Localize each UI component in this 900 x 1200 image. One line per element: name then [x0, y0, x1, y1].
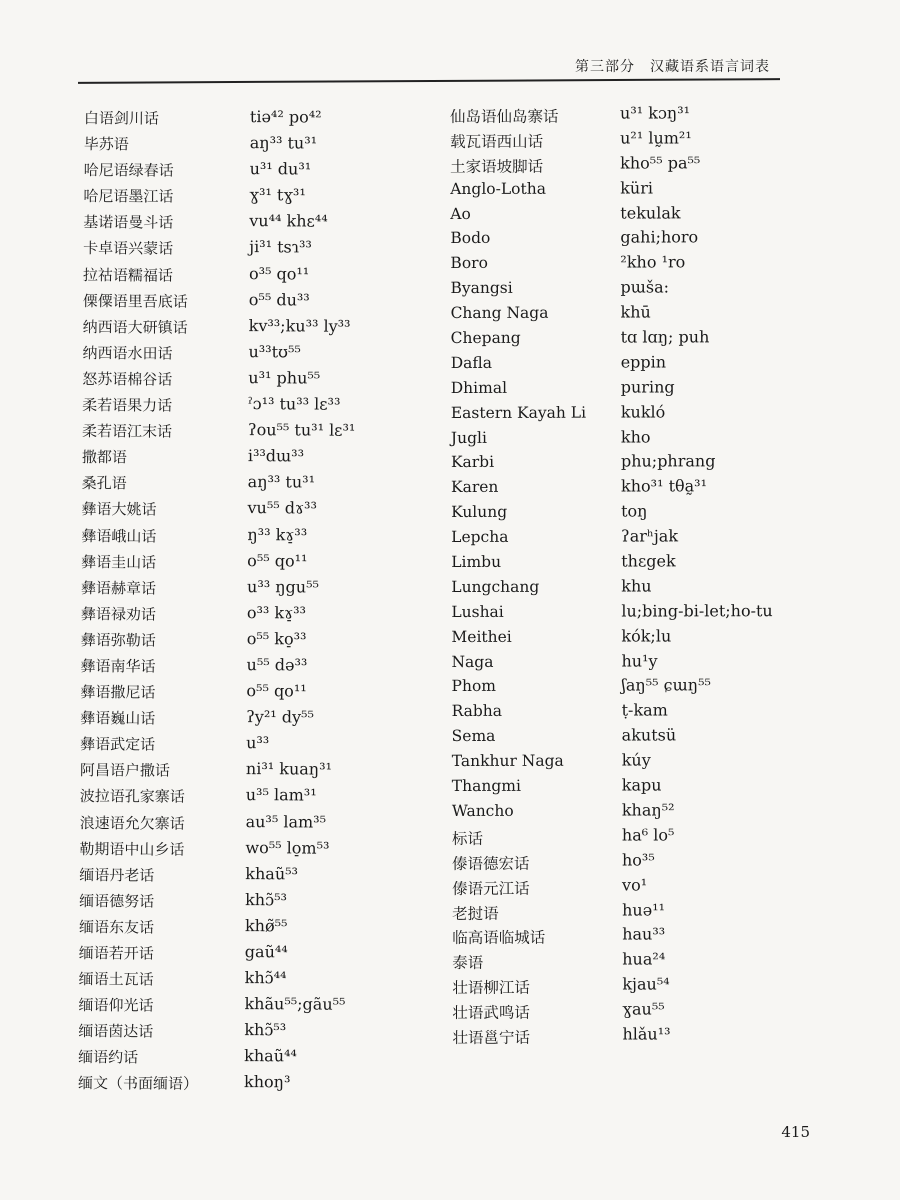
word-form: ha⁶ lo⁵ [621, 825, 675, 845]
word-form: khɔ̃⁵³ [245, 889, 288, 910]
language-name: Limbu [451, 552, 502, 572]
language-name: 傈僳语里吾底话 [82, 291, 188, 311]
language-name: 柔若语江末话 [81, 422, 173, 441]
word-form: phu;phrang [620, 451, 716, 472]
word-entry [451, 376, 791, 402]
language-name: 怒苏语棉谷话 [82, 370, 173, 389]
word-entry [62, 1044, 422, 1072]
language-name: 纳西语大研镇话 [82, 317, 188, 337]
word-entry [65, 522, 425, 550]
word-form: khɔ̃⁵³ [244, 1020, 287, 1040]
word-form: ŋ³³ kɤ̠³³ [247, 524, 308, 544]
word-form: kukló [620, 402, 666, 422]
word-entry [66, 444, 426, 472]
language-name: Naga [451, 652, 494, 671]
word-form: o⁵⁵ qo¹¹ [247, 550, 308, 571]
word-entry [64, 653, 424, 681]
right-word-list [450, 102, 792, 1049]
language-name: 缅语约话 [78, 1048, 139, 1067]
language-name: Thangmi [451, 776, 521, 796]
word-entry [450, 202, 790, 228]
word-form: khaŋ⁵² [621, 800, 675, 820]
word-entry [67, 183, 427, 211]
word-form: kapu [621, 775, 662, 795]
word-form: ho³⁵ [621, 850, 655, 870]
word-entry [65, 549, 425, 577]
word-entry [452, 899, 792, 925]
word-form: ni³¹ kuaŋ³¹ [245, 759, 333, 779]
word-entry [67, 235, 427, 263]
language-name: Karbi [450, 453, 495, 472]
word-form: u³¹ du³¹ [249, 159, 312, 179]
language-name: 彝语赫章话 [80, 578, 157, 598]
language-name: Anglo-Lotha [450, 179, 546, 198]
word-form: au³⁵ lam³⁵ [245, 811, 327, 832]
word-form: u³⁵ lam³¹ [245, 785, 317, 805]
word-form: ʔou⁵⁵ tu³¹ lɛ³¹ [247, 420, 356, 440]
language-name: Wancho [451, 801, 514, 820]
word-form: aŋ³³ tu³¹ [249, 133, 318, 153]
language-name: Rabha [451, 702, 503, 721]
word-form: vu⁵⁵ dɤ³³ [247, 498, 317, 518]
word-entry [68, 131, 428, 159]
word-form: ṭ-kam [621, 700, 668, 720]
language-name: 彝语武定话 [80, 735, 156, 754]
word-entry [66, 366, 426, 394]
language-name: Jugli [450, 428, 487, 447]
word-entry [64, 731, 424, 759]
word-form: i³³dɯ³³ [247, 446, 305, 466]
word-form: eppin [620, 352, 667, 372]
word-entry [66, 340, 426, 368]
language-name: 彝语大姚话 [81, 500, 157, 519]
word-entry [64, 810, 424, 838]
page-number: 415 [781, 1123, 810, 1141]
language-name: Bodo [450, 229, 491, 248]
language-name: 波拉语孔家寨话 [79, 787, 185, 807]
language-name: Meithei [451, 627, 512, 646]
word-entry [452, 948, 792, 974]
language-name: Karen [450, 478, 499, 497]
word-form: hau³³ [622, 924, 666, 944]
language-name: Chang Naga [450, 303, 549, 323]
word-form: vu⁴⁴ khɛ⁴⁴ [249, 211, 328, 231]
word-form: vo¹ [622, 875, 648, 895]
language-name: 傣语德宏话 [451, 854, 530, 873]
word-entry [64, 757, 424, 785]
word-form: khɔ̃⁴⁴ [244, 968, 287, 988]
language-name: 柔若语果力话 [82, 396, 173, 415]
word-form: tiə⁴² po⁴² [249, 107, 322, 127]
language-name: 彝语撒尼话 [80, 683, 156, 702]
word-entry [62, 1018, 422, 1046]
language-name: 纳西语水田话 [82, 343, 173, 363]
language-name: Eastern Kayah Li [450, 403, 587, 422]
word-entry [66, 392, 426, 420]
word-entry [450, 251, 790, 277]
word-entry [67, 288, 427, 316]
word-form: u⁵⁵ də³³ [246, 655, 308, 675]
word-entry [68, 157, 428, 185]
word-form: khoŋ³ [243, 1072, 291, 1092]
language-name: 缅语德努话 [79, 891, 155, 911]
word-entry [67, 314, 427, 342]
language-name: Boro [450, 254, 488, 273]
word-form: ˀɔ¹³ tu³³ lɛ³³ [248, 394, 341, 414]
language-name: 临高语临城话 [452, 929, 546, 948]
word-entry [451, 600, 791, 626]
language-name: 彝语峨山话 [81, 526, 157, 546]
word-form: gaũ⁴⁴ [244, 942, 288, 962]
language-name: Phom [451, 677, 497, 696]
word-entry [65, 575, 425, 603]
word-form: o⁵⁵ du³³ [248, 289, 310, 310]
word-entry [451, 550, 791, 576]
word-entry [451, 326, 791, 352]
word-form: huə¹¹ [622, 899, 666, 920]
header-rule [78, 78, 780, 84]
word-entry [451, 675, 791, 701]
word-form: thɛgek [621, 551, 676, 571]
word-form: lu;bing-bi-let;ho-tu [621, 600, 773, 621]
word-form: u³³ [246, 733, 270, 753]
word-entry [452, 874, 792, 900]
word-entry [452, 1023, 792, 1049]
language-name: Dhimal [450, 378, 508, 397]
word-form: gahi;horo [620, 227, 699, 248]
word-entry [67, 262, 427, 290]
word-form: aŋ³³ tu³¹ [247, 472, 316, 492]
word-entry [451, 575, 791, 601]
word-entry [62, 1070, 422, 1098]
word-form: o⁵⁵ qo¹¹ [246, 681, 307, 701]
language-name: 撒都语 [81, 448, 127, 467]
word-entry [64, 679, 424, 707]
language-name: 卡卓语兴蒙话 [83, 239, 174, 259]
word-entry [451, 650, 791, 676]
word-form: u²¹ lṵm²¹ [620, 128, 692, 148]
language-name: 彝语圭山话 [81, 552, 157, 572]
word-form: ʔarʰjak [621, 526, 679, 546]
word-form: u³³ ŋgu⁵⁵ [247, 576, 320, 597]
word-entry [65, 627, 425, 655]
word-entry [451, 351, 791, 377]
word-form: wo⁵⁵ lo̠m⁵³ [245, 837, 330, 858]
word-form: ji³¹ tsɿ³³ [249, 237, 312, 257]
word-form: tekulak [620, 202, 681, 223]
word-entry [450, 227, 790, 253]
language-name: 浪速语允欠寨话 [79, 813, 185, 833]
word-entry [451, 625, 791, 651]
word-form: kjau⁵⁴ [622, 974, 670, 994]
language-name: 载瓦语西山话 [450, 132, 544, 151]
word-entry [65, 601, 425, 629]
word-entry [452, 774, 792, 800]
language-name: 壮语柳江话 [452, 978, 530, 998]
word-entry [64, 783, 424, 811]
word-entry [63, 940, 423, 968]
word-entry [68, 105, 428, 133]
word-entry [452, 799, 792, 825]
language-name: Lepcha [451, 527, 509, 547]
word-entry [67, 209, 427, 237]
word-form: ɣ³¹ tɣ³¹ [249, 185, 306, 205]
word-entry [452, 998, 792, 1024]
language-name: 泰语 [452, 954, 484, 973]
word-form: o⁵⁵ ko̠³³ [246, 628, 307, 649]
word-entry [63, 836, 423, 864]
word-form: kók;lu [621, 626, 672, 646]
word-entry [66, 418, 426, 446]
word-entry [452, 749, 792, 775]
word-form: khø̃⁵⁵ [244, 916, 288, 936]
word-form: khū [620, 302, 651, 322]
language-name: 彝语南华话 [80, 657, 156, 676]
word-entry [62, 992, 422, 1020]
word-entry [63, 914, 423, 942]
running-header: 第三部分 汉藏语系语言词表 [575, 59, 770, 75]
word-form: o³³ kɤ̠³³ [246, 602, 307, 623]
word-form: o³⁵ qo¹¹ [248, 263, 310, 284]
word-form: khaũ⁴⁴ [244, 1046, 297, 1066]
language-name: 彝语弥勒话 [80, 630, 156, 650]
language-name: 缅语若开话 [78, 944, 154, 963]
language-name: 缅语茵达话 [78, 1022, 154, 1041]
word-entry [452, 824, 792, 850]
word-entry [452, 724, 792, 750]
language-name: Tankhur Naga [451, 751, 564, 771]
language-name: 仙岛语仙岛寨话 [450, 107, 559, 126]
language-name: 哈尼语绿春话 [83, 161, 174, 180]
word-entry [63, 862, 423, 890]
word-form: toŋ [621, 501, 648, 521]
word-entry [451, 451, 791, 477]
word-form: puring [620, 377, 675, 397]
language-name: Lushai [451, 602, 504, 621]
language-name: Byangsi [450, 279, 513, 298]
language-name: 毕苏语 [83, 135, 129, 154]
word-entry [451, 475, 791, 501]
language-name: Lungchang [451, 577, 540, 596]
language-name: 壮语武鸣话 [452, 1003, 530, 1023]
word-entry [451, 525, 791, 551]
word-form: tɑ lɑŋ; puh [620, 327, 710, 347]
left-word-list [62, 105, 428, 1099]
word-entry [65, 496, 425, 524]
language-name: 彝语巍山话 [80, 709, 156, 728]
language-name: 缅语仰光话 [78, 996, 154, 1015]
language-name: 哈尼语墨江话 [83, 187, 174, 206]
language-name: 老挝语 [452, 904, 499, 923]
word-entry [451, 426, 791, 452]
word-entry [452, 923, 792, 949]
word-form: hua²⁴ [622, 949, 666, 969]
word-form: akutsü [621, 725, 677, 745]
language-name: 傣语元江话 [452, 879, 530, 898]
word-entry [451, 401, 791, 427]
word-form: u³¹ kɔŋ³¹ [620, 103, 691, 123]
language-name: 缅语土瓦话 [78, 970, 154, 989]
language-name: Sema [451, 727, 496, 746]
language-name: 缅文（书面缅语） [77, 1074, 199, 1094]
word-form: khu [621, 576, 652, 596]
word-entry [452, 699, 792, 725]
word-form: ʔy²¹ dy⁵⁵ [246, 707, 314, 727]
word-form: hu¹y [621, 651, 658, 671]
language-name: 白语剑川话 [83, 109, 159, 128]
language-name: 基诺语曼斗话 [83, 213, 174, 233]
word-form: kúy [621, 750, 651, 770]
language-name: 拉祜语糯福话 [82, 265, 174, 285]
word-entry [66, 470, 426, 498]
word-entry [450, 127, 790, 153]
word-entry [64, 705, 424, 733]
word-entry [452, 849, 792, 875]
language-name: Ao [450, 204, 471, 223]
word-entry [450, 276, 790, 302]
word-form: hlǎu¹³ [622, 1024, 671, 1044]
word-form: khaũ⁵³ [245, 863, 299, 884]
word-form: pɯša: [620, 277, 670, 297]
language-name: 缅语丹老话 [79, 865, 155, 885]
language-name: Chepang [450, 328, 521, 348]
word-form: kho³¹ tθa̰³¹ [620, 476, 708, 496]
word-form: ɣau⁵⁵ [622, 999, 665, 1019]
word-entry [450, 152, 790, 178]
language-name: Kulung [451, 503, 508, 522]
word-form: u³¹ phu⁵⁵ [248, 368, 321, 388]
word-entry [450, 102, 790, 128]
language-name: 彝语禄劝话 [80, 604, 156, 624]
word-form: ʃaŋ⁵⁵ ɕɯŋ⁵⁵ [621, 675, 711, 696]
language-name: 桑孔语 [81, 474, 127, 493]
word-entry [451, 301, 791, 327]
word-form: kho [620, 427, 651, 447]
word-entry [451, 500, 791, 526]
language-name: 阿昌语户撒话 [79, 761, 171, 780]
language-name: 缅语东友话 [78, 917, 155, 937]
word-entry [452, 973, 792, 999]
language-name: 土家语坡脚话 [450, 157, 544, 176]
word-form: kho⁵⁵ pa⁵⁵ [620, 153, 701, 173]
word-form: u³³tʊ⁵⁵ [248, 341, 301, 362]
word-form: ²kho ¹ro [620, 252, 686, 272]
word-form: khãu⁵⁵;gãu⁵⁵ [244, 994, 346, 1014]
word-entry [63, 888, 423, 916]
word-entry [63, 966, 423, 994]
language-name: Dafla [450, 353, 492, 372]
language-name: 勒期语中山乡话 [79, 839, 185, 859]
language-name: 标话 [451, 829, 483, 848]
word-entry [450, 177, 790, 203]
language-name: 壮语邕宁话 [452, 1028, 530, 1047]
word-form: kv³³;ku³³ ly³³ [248, 315, 351, 336]
word-form: küri [620, 178, 654, 198]
